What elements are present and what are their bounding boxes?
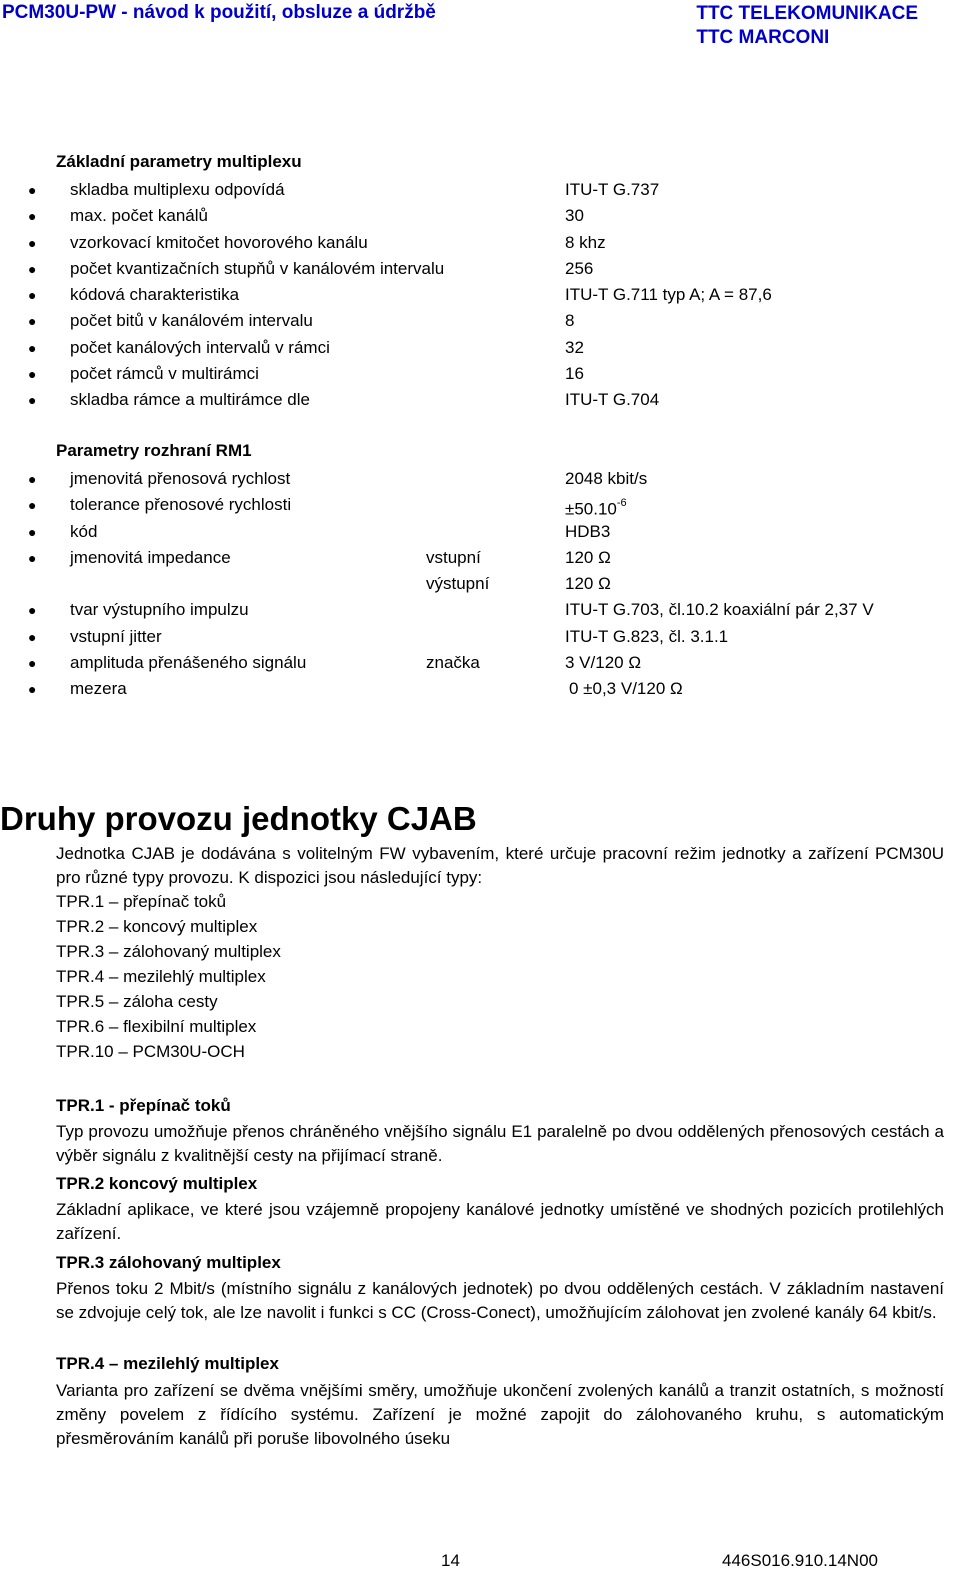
param-value: 8 (565, 311, 575, 331)
list-item: TPR.2 – koncový multiplex (56, 917, 258, 936)
header-company-line2: TTC MARCONI (696, 27, 830, 48)
bullet-icon: ● (28, 366, 37, 383)
list-item (0, 387, 960, 413)
bullet-icon: ● (28, 681, 37, 698)
document-code: 446S016.910.14N00 (722, 1551, 878, 1570)
list-item (0, 282, 960, 308)
list-item (0, 177, 960, 203)
tpr-type-list (56, 889, 281, 1064)
tpr2-paragraph: Základní aplikace, ve které jsou vzájemně propojeny kanálové jednotky umístěné ve shodných pozicích protilehlých zařízení. (56, 1200, 944, 1243)
tpr3-heading: TPR.3 zálohovaný multiplex (56, 1253, 281, 1272)
bullet-icon: ● (28, 523, 37, 540)
param-value: 0 ±0,3 V/120 Ω (569, 679, 683, 699)
bullet-icon: ● (28, 655, 37, 672)
param-label: vstupní jitter (70, 626, 162, 646)
param-qualifier: značka (426, 653, 480, 673)
tpr1-paragraph: Typ provozu umožňuje přenos chráněného vnějšího signálu E1 paralelně po dvou oddělených přenosových cestách a výběr signálu z kvalitnější cesty na přijímací straně. (56, 1122, 944, 1165)
param-label: amplituda přenášeného signálu (70, 653, 307, 673)
tpr4-paragraph: Varianta pro zařízení se dvěma vnějšími směry, umožňuje ukončení zvolených kanálů a tranzit ostatních, s možností změny povelem z řídícího systému. Zařízení je možné zapojit do zálohovaného kruhu, s automatickým přesměrováním kanálů při poruše libovolného úseku (56, 1381, 944, 1448)
tolerance-mantissa: ±50.10 (565, 499, 617, 519)
list-item (0, 545, 960, 571)
list-item (0, 597, 960, 623)
param-value: 32 (565, 337, 584, 357)
bullet-icon: ● (28, 339, 37, 356)
bullet-icon: ● (28, 287, 37, 304)
param-label: mezera (70, 679, 127, 699)
multiplex-parameter-list (0, 177, 960, 414)
list-item: TPR.1 – přepínač toků (56, 892, 227, 911)
param-label: skladba rámce a multirámce dle (70, 390, 310, 410)
tolerance-exponent: -6 (616, 497, 627, 510)
param-value: ITU-T G.823, čl. 3.1.1 (565, 626, 729, 646)
list-item (0, 492, 960, 518)
bullet-icon: ● (28, 497, 37, 514)
tpr2-heading: TPR.2 koncový multiplex (56, 1174, 258, 1193)
param-label: skladba multiplexu odpovídá (70, 180, 285, 199)
list-item (0, 676, 960, 702)
tpr1-heading: TPR.1 - přepínač toků (56, 1096, 231, 1115)
param-value: 30 (565, 206, 584, 226)
list-item (0, 203, 960, 229)
list-item (0, 650, 960, 676)
bullet-icon: ● (28, 234, 37, 251)
cjab-intro-paragraph: Jednotka CJAB je dodávána s volitelným FW vybavením, které určuje pracovní režim jednotky a zařízení PCM30U pro různé typy provozu. K dispozici jsou následující typy: (56, 844, 944, 887)
header-company-line1: TTC TELEKOMUNIKACE (696, 3, 918, 24)
param-value: HDB3 (565, 521, 611, 541)
param-label: počet rámců v multirámci (70, 364, 259, 384)
param-value: 256 (565, 258, 594, 278)
bullet-icon: ● (28, 628, 37, 645)
param-value: ITU-T G.704 (565, 390, 660, 410)
bullet-icon: ● (28, 313, 37, 330)
param-label: max. počet kanálů (70, 206, 208, 226)
tpr3-paragraph: Přenos toku 2 Mbit/s (místního signálu z kanálových jednotek) po dvou oddělených cestách. V základním nastavení se zdvojuje celý tok, ale lze navolit i funkci s CC (Cross-Conect), umožňujícím zálohovat jen zvolené kanály 64 kbit/s. (56, 1279, 944, 1322)
list-item: TPR.5 – záloha cesty (56, 992, 218, 1011)
multiplex-section-title: Základní parametry multiplexu (56, 152, 302, 171)
param-value: 2048 kbit/s (565, 469, 648, 488)
param-value: ITU-T G.737 (565, 180, 660, 199)
list-item: TPR.6 – flexibilní multiplex (56, 1017, 257, 1036)
param-value: 8 khz (565, 232, 606, 252)
header-title: PCM30U-PW - návod k použití, obsluze a údržbě (2, 2, 436, 23)
bullet-icon: ● (28, 208, 37, 225)
param-label: kód (70, 521, 98, 541)
list-item: TPR.3 – zálohovaný multiplex (56, 942, 281, 961)
bullet-icon: ● (28, 260, 37, 277)
list-item: TPR.4 – mezilehlý multiplex (56, 967, 266, 986)
header-company (696, 2, 918, 50)
param-value: 120 Ω (565, 574, 611, 594)
rm1-section-title: Parametry rozhraní RM1 (56, 441, 252, 460)
param-value: ITU-T G.703, čl.10.2 koaxiální pár 2,37 V (565, 600, 874, 620)
bullet-icon: ● (28, 182, 37, 198)
param-qualifier: vstupní (426, 547, 481, 567)
list-item (0, 361, 960, 387)
param-value: 3 V/120 Ω (565, 653, 642, 673)
page-header (0, 0, 960, 48)
page-number: 14 (441, 1551, 460, 1570)
list-item (0, 624, 960, 650)
param-value: ITU-T G.711 typ A; A = 87,6 (565, 285, 772, 305)
param-label: počet kvantizačních stupňů v kanálovém intervalu (70, 258, 445, 278)
param-value: 120 Ω (565, 547, 611, 567)
list-item (0, 335, 960, 361)
bullet-icon: ● (28, 471, 37, 487)
list-item (0, 256, 960, 282)
param-value: 16 (565, 364, 584, 384)
list-item (0, 230, 960, 256)
param-label: počet kanálových intervalů v rámci (70, 337, 330, 357)
list-item: TPR.10 – PCM30U-OCH (56, 1042, 245, 1061)
param-label: tvar výstupního impulzu (70, 600, 249, 620)
param-qualifier: výstupní (426, 574, 490, 594)
rm1-parameter-list (0, 466, 960, 703)
bullet-icon: ● (28, 549, 37, 566)
param-label: počet bitů v kanálovém intervalu (70, 311, 313, 331)
param-label: vzorkovací kmitočet hovorového kanálu (70, 232, 368, 252)
list-item (0, 466, 960, 492)
tpr4-heading: TPR.4 – mezilehlý multiplex (56, 1354, 279, 1373)
bullet-icon: ● (28, 392, 37, 409)
list-item (0, 308, 960, 334)
list-item (0, 519, 960, 545)
cjab-heading: Druhy provozu jednotky CJAB (0, 800, 477, 837)
bullet-icon: ● (28, 602, 37, 619)
param-label: tolerance přenosové rychlosti (70, 495, 292, 515)
param-label: jmenovitá impedance (70, 547, 231, 567)
param-label: kódová charakteristika (70, 285, 240, 305)
list-item (0, 571, 960, 597)
param-label: jmenovitá přenosová rychlost (70, 469, 291, 488)
